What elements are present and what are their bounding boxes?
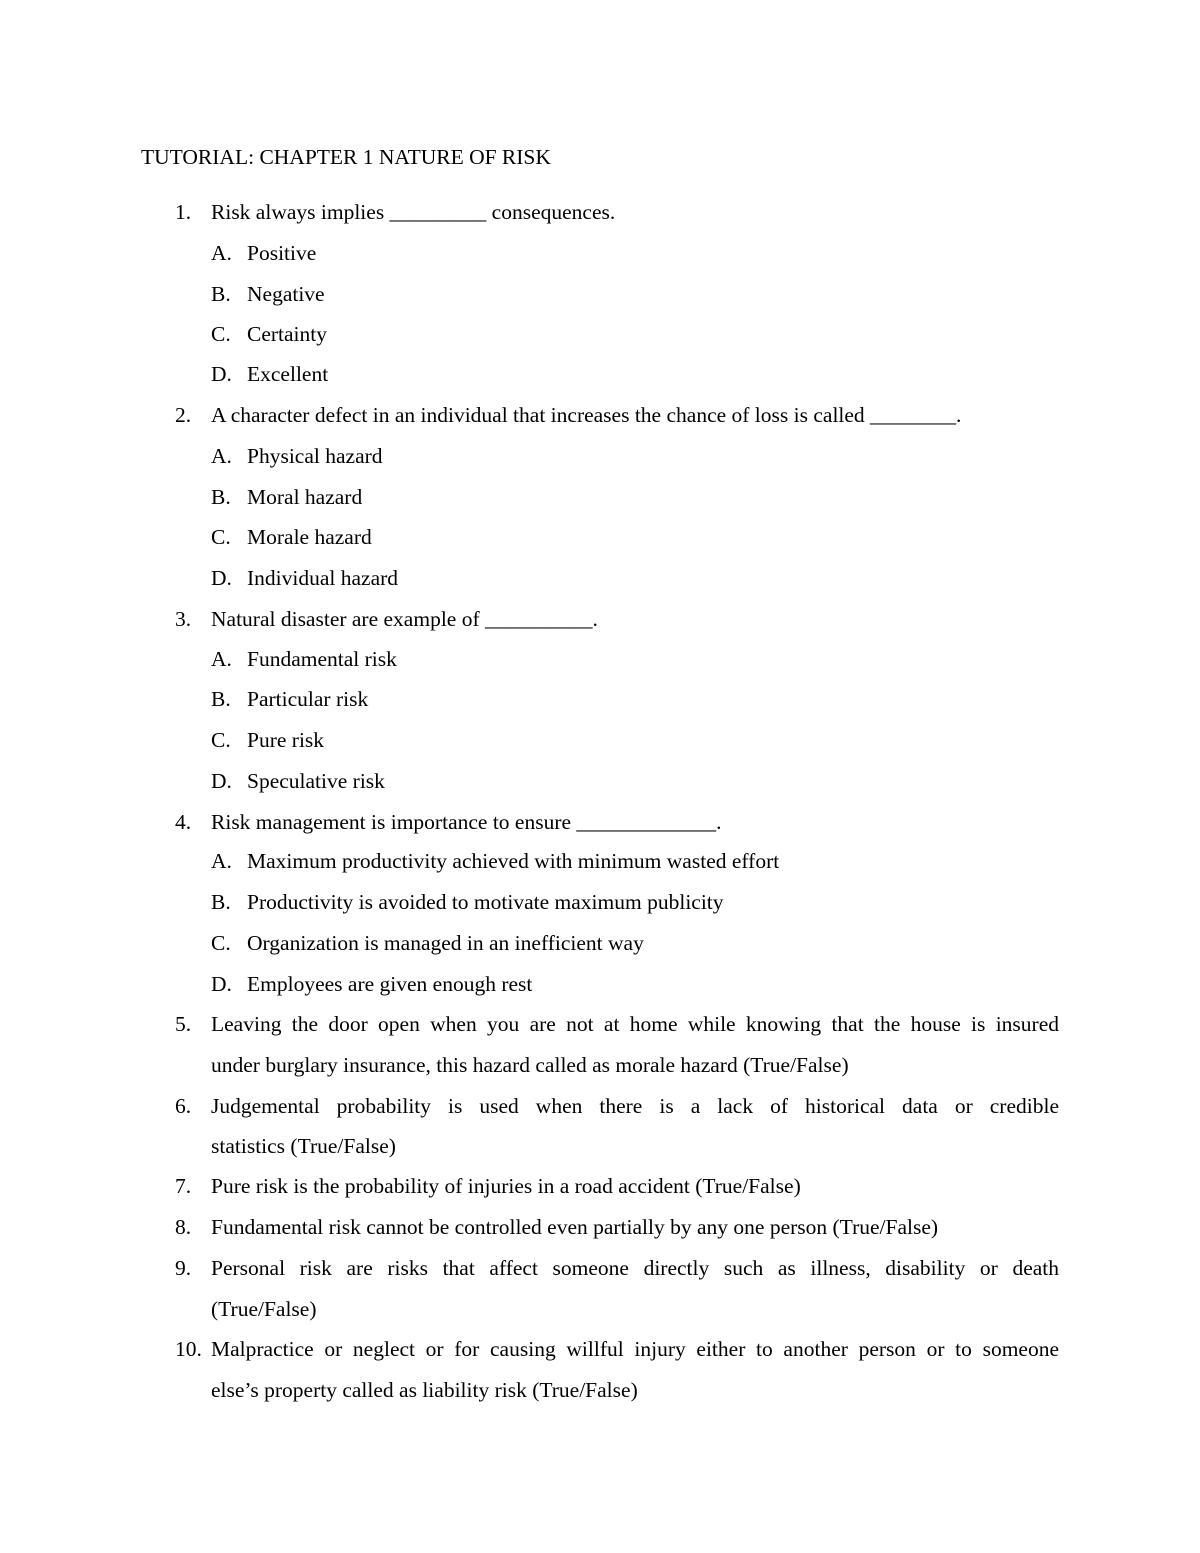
question-text: Pure risk is the probability of injuries in a road accident (True/False) <box>211 1174 801 1198</box>
option-text: Particular risk <box>247 687 369 711</box>
option-text: Organization is managed in an inefficient way <box>247 931 644 955</box>
option-letter: C. <box>211 322 231 346</box>
option-text: Pure risk <box>247 728 325 752</box>
question-text: Natural disaster are example of __________. <box>211 607 598 631</box>
option-text: Employees are given enough rest <box>247 972 533 996</box>
question-number: 6. <box>175 1094 192 1118</box>
option-text: Negative <box>247 282 325 306</box>
option-letter: D. <box>211 566 232 590</box>
question-text-line-1: Malpractice or neglect or for causing willful injury either to another person or to someone <box>211 1337 1059 1361</box>
question-number: 3. <box>175 607 192 631</box>
question-text: Risk always implies _________ consequences. <box>211 200 616 224</box>
option-text: Productivity is avoided to motivate maximum publicity <box>247 890 724 914</box>
option-letter: B. <box>211 282 231 306</box>
question-text-line-2: else’s property called as liability risk (True/False) <box>211 1378 638 1402</box>
question-number: 5. <box>175 1012 192 1036</box>
option-text: Physical hazard <box>247 444 383 468</box>
question-number: 1. <box>175 200 192 224</box>
option-letter: B. <box>211 687 231 711</box>
question-text-line-2: (True/False) <box>211 1297 317 1321</box>
question-number: 9. <box>175 1256 192 1280</box>
option-text: Excellent <box>247 362 329 386</box>
option-letter: C. <box>211 525 231 549</box>
option-letter: A. <box>211 444 232 468</box>
question-text: Risk management is importance to ensure _____________. <box>211 810 722 834</box>
option-letter: D. <box>211 769 232 793</box>
question-text: A character defect in an individual that increases the chance of loss is called ________. <box>211 403 962 427</box>
option-text: Maximum productivity achieved with minimum wasted effort <box>247 849 780 873</box>
option-text: Speculative risk <box>247 769 385 793</box>
option-text: Fundamental risk <box>247 647 397 671</box>
option-letter: A. <box>211 647 232 671</box>
question-number: 7. <box>175 1174 192 1198</box>
option-text: Positive <box>247 241 317 265</box>
question-text-line-1: Judgemental probability is used when there is a lack of historical data or credible <box>211 1094 1059 1118</box>
question-number: 4. <box>175 810 192 834</box>
option-text: Certainty <box>247 322 328 346</box>
option-letter: B. <box>211 890 231 914</box>
option-text: Individual hazard <box>247 566 399 590</box>
option-letter: D. <box>211 972 232 996</box>
question-text-line-1: Leaving the door open when you are not at home while knowing that the house is insured <box>211 1012 1059 1036</box>
question-text: Fundamental risk cannot be controlled even partially by any one person (True/False) <box>211 1215 939 1239</box>
question-text-line-2: statistics (True/False) <box>211 1134 396 1158</box>
page-title: TUTORIAL: CHAPTER 1 NATURE OF RISK <box>141 145 551 169</box>
option-text: Morale hazard <box>247 525 372 549</box>
option-letter: A. <box>211 241 232 265</box>
question-number: 2. <box>175 403 192 427</box>
option-letter: A. <box>211 849 232 873</box>
question-text-line-1: Personal risk are risks that affect someone directly such as illness, disability or death <box>211 1256 1059 1280</box>
option-letter: C. <box>211 728 231 752</box>
question-text-line-2: under burglary insurance, this hazard called as morale hazard (True/False) <box>211 1053 849 1077</box>
option-letter: B. <box>211 485 231 509</box>
question-number: 8. <box>175 1215 192 1239</box>
option-text: Moral hazard <box>247 485 363 509</box>
option-letter: C. <box>211 931 231 955</box>
option-letter: D. <box>211 362 232 386</box>
question-number: 10. <box>175 1337 202 1361</box>
